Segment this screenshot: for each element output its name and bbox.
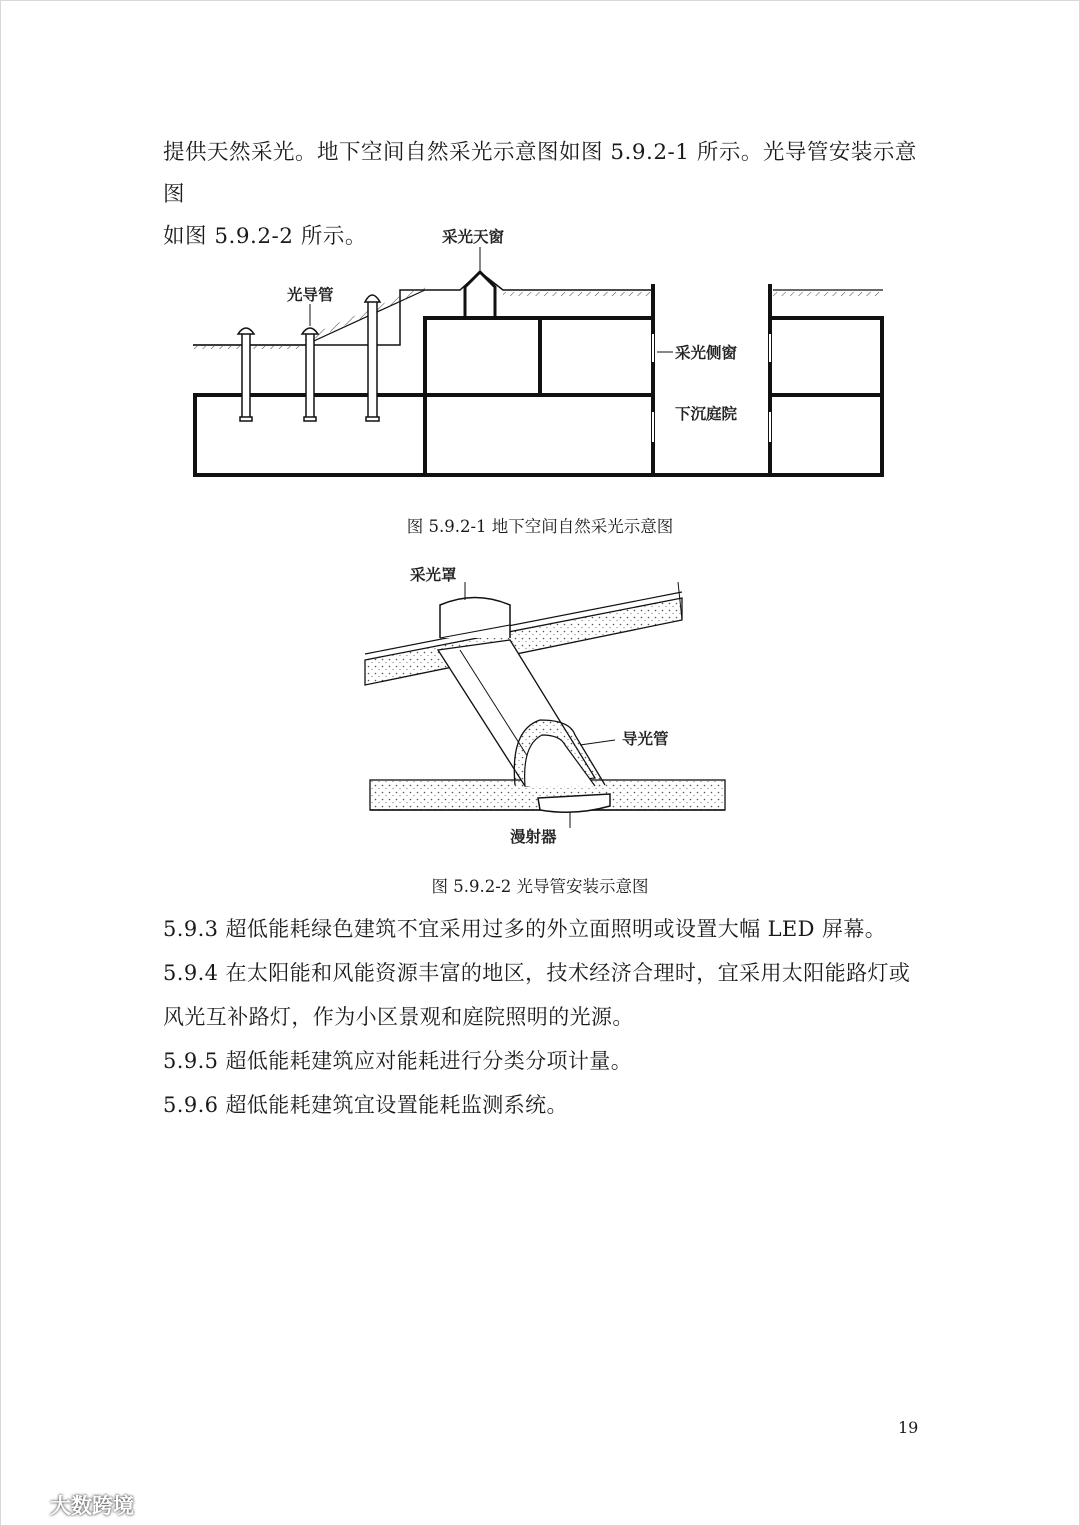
figure1-caption: 图 5.9.2-1 地下空间自然采光示意图 bbox=[406, 517, 674, 536]
clause-5-9-4-line-2: 风光互补路灯，作为小区景观和庭院照明的光源。 bbox=[163, 1005, 634, 1029]
label-light-pipe: 光导管 bbox=[287, 286, 334, 304]
label-dome: 采光罩 bbox=[410, 566, 457, 584]
intro-line-2: 如图 5.9.2-2 所示。 bbox=[163, 224, 367, 249]
watermark-text: 大数跨境 bbox=[50, 1494, 134, 1518]
clause-5-9-6: 5.9.6 超低能耗建筑宜设置能耗监测系统。 bbox=[163, 1093, 568, 1117]
clause-5-9-4-line-1: 5.9.4 在太阳能和风能资源丰富的地区，技术经济合理时，宜采用太阳能路灯或 bbox=[163, 961, 911, 985]
clause-5-9-3: 5.9.3 超低能耗绿色建筑不宜采用过多的外立面照明或设置大幅 LED 屏幕。 bbox=[163, 917, 887, 941]
label-diffuser: 漫射器 bbox=[510, 828, 557, 846]
label-guide-pipe: 导光管 bbox=[622, 730, 669, 748]
watermark bbox=[12, 1490, 134, 1520]
figure2-caption: 图 5.9.2-2 光导管安装示意图 bbox=[431, 877, 649, 896]
clause-5-9-5: 5.9.5 超低能耗建筑应对能耗进行分类分项计量。 bbox=[163, 1049, 633, 1073]
figure-underground-daylighting bbox=[185, 222, 895, 487]
label-side-window: 采光侧窗 bbox=[675, 344, 738, 362]
watermark-logo-icon bbox=[12, 1496, 46, 1518]
intro-line-1: 提供天然采光。地下空间自然采光示意图如图 5.9.2-1 所示。光导管安装示意图 bbox=[163, 140, 917, 207]
label-skylight: 采光天窗 bbox=[442, 228, 505, 246]
figure-light-pipe-installation bbox=[360, 560, 740, 850]
page-number: 19 bbox=[898, 1418, 919, 1437]
label-sunken-court: 下沉庭院 bbox=[675, 405, 738, 423]
